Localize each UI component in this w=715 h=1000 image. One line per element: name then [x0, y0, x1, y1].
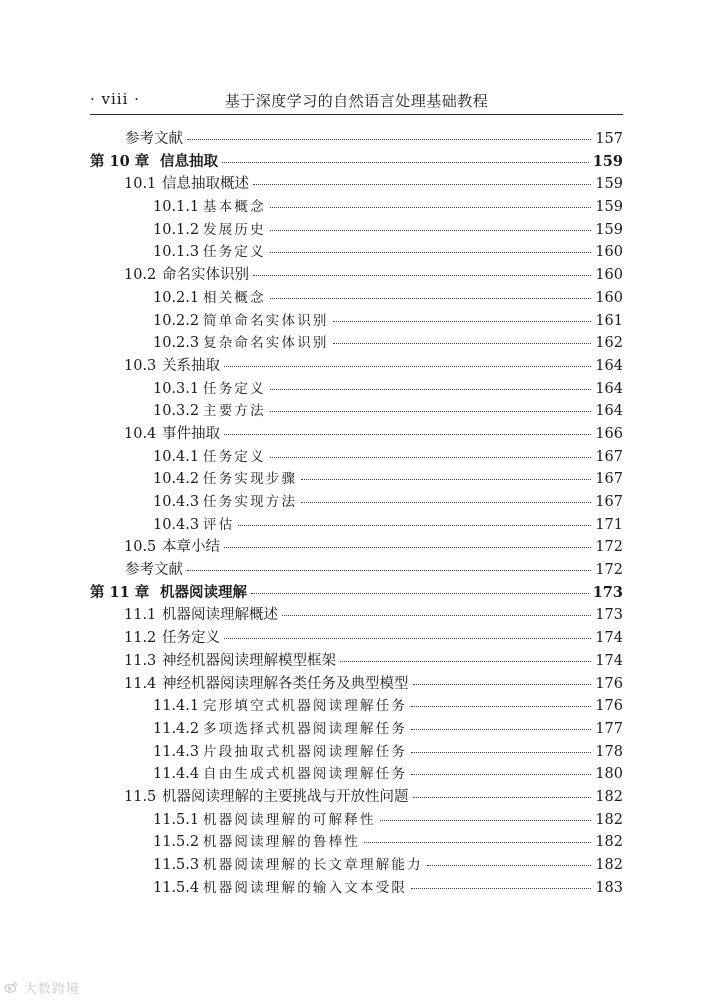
- toc-entry-page: 174: [595, 652, 623, 669]
- dot-leader: [187, 560, 591, 571]
- toc-entry-page: 182: [595, 788, 623, 805]
- dot-leader: [251, 583, 589, 594]
- dot-leader: [270, 401, 592, 412]
- toc-entry: [90, 331, 623, 354]
- toc-entry: [90, 445, 623, 468]
- toc-entry: [90, 127, 623, 150]
- toc-entry: [90, 808, 623, 831]
- toc-entry-title: 相关概念: [203, 289, 266, 306]
- toc-entry-number: 10.3: [124, 357, 157, 374]
- toc-entry: [90, 830, 623, 853]
- toc-entry-page: 173: [592, 583, 623, 601]
- toc-entry-number: 11.5: [124, 788, 157, 805]
- dot-leader: [411, 719, 591, 730]
- toc-entry-number: 11.5.4: [153, 879, 200, 896]
- toc-entry-title: 神经机器阅读理解模型框架: [162, 652, 336, 669]
- toc-entry-title: 基本概念: [203, 199, 266, 216]
- dot-leader: [187, 129, 591, 140]
- toc-entry-page: 182: [595, 834, 623, 851]
- watermark-text: 大数跨境: [24, 981, 81, 997]
- toc-entry-page: 160: [595, 244, 623, 261]
- toc-entry-title: 发展历史: [203, 221, 266, 238]
- toc-entry: [90, 263, 623, 286]
- toc-entry-page: 159: [595, 221, 623, 238]
- toc-entry-title: 关系抽取: [162, 357, 220, 374]
- toc-entry-page: 180: [595, 766, 623, 783]
- toc-entry: [90, 762, 623, 785]
- toc-entry-page: 182: [595, 811, 623, 828]
- page-header: [90, 90, 623, 112]
- toc-entry-page: 173: [595, 607, 623, 624]
- toc-entry-number: 10.4.2: [153, 471, 200, 488]
- dot-leader: [364, 832, 591, 843]
- page-number: · viii ·: [90, 90, 140, 108]
- toc-entry-number: 10.4.1: [153, 448, 200, 465]
- toc-entry: [90, 150, 623, 173]
- toc-entry: [90, 354, 623, 377]
- toc-entry: [90, 649, 623, 672]
- toc-entry: [90, 172, 623, 195]
- toc-entry: [90, 853, 623, 876]
- toc-entry-page: 183: [595, 879, 623, 896]
- toc-entry-number: 11.2: [124, 630, 157, 647]
- toc-entry-number: 10.1.2: [153, 221, 200, 238]
- toc-entry-number: 10.4.3: [153, 516, 200, 533]
- toc-entry: [90, 399, 623, 422]
- toc-entry-number: 10.2.2: [153, 312, 200, 329]
- toc-entry-number: 10.5: [124, 539, 157, 556]
- toc-entry-title: 任务定义: [203, 448, 266, 465]
- dot-leader: [380, 810, 592, 821]
- toc-entry-page: 178: [595, 743, 623, 760]
- toc-entry-title: 任务定义: [162, 630, 220, 647]
- toc-entry-page: 160: [595, 289, 623, 306]
- toc-entry: [90, 581, 623, 604]
- toc-entry-title: 机器阅读理解的输入文本受限: [203, 879, 408, 896]
- toc-entry-title: 本章小结: [162, 539, 220, 556]
- toc-entry-number: 第 10 章: [90, 152, 150, 170]
- toc-entry-title: 神经机器阅读理解各类任务及典型模型: [162, 675, 409, 692]
- toc-entry: [90, 694, 623, 717]
- dot-leader: [333, 311, 592, 322]
- toc-entry-number: 10.2.3: [153, 335, 200, 352]
- toc-entry-title: 完形填空式机器阅读理解任务: [203, 698, 408, 715]
- dot-leader: [333, 333, 592, 344]
- dot-leader: [427, 855, 592, 866]
- toc-entry-number: 第 11 章: [90, 583, 150, 601]
- toc-entry-number: 11.4.1: [153, 698, 200, 715]
- toc-entry: [90, 785, 623, 808]
- toc-entry-number: 11.4.4: [153, 766, 200, 783]
- toc-entry-page: 167: [595, 494, 623, 510]
- dot-leader: [270, 197, 592, 208]
- toc-entry-page: 176: [595, 698, 623, 715]
- table-of-contents: [90, 127, 623, 898]
- toc-entry-title: 机器阅读理解的可解释性: [203, 811, 376, 828]
- toc-entry-page: 159: [595, 199, 623, 216]
- toc-entry-page: 171: [595, 516, 623, 533]
- toc-entry: [90, 558, 623, 581]
- toc-entry: [90, 309, 623, 332]
- toc-entry-number: 11.4.3: [153, 743, 200, 760]
- toc-entry-title: 多项选择式机器阅读理解任务: [203, 720, 408, 737]
- dot-leader: [282, 605, 591, 616]
- toc-entry-title: 机器阅读理解概述: [162, 607, 278, 624]
- toc-entry-title: 命名实体识别: [162, 267, 249, 284]
- toc-entry-number: 11.5.3: [153, 857, 200, 873]
- toc-entry-title: 参考文献: [125, 131, 183, 147]
- dot-leader: [270, 220, 592, 231]
- toc-entry-title: 机器阅读理解: [160, 583, 247, 601]
- toc-entry-title: 主要方法: [203, 403, 266, 420]
- dot-leader: [340, 651, 591, 662]
- toc-entry-title: 事件抽取: [162, 425, 220, 442]
- toc-entry-number: 10.3.1: [153, 380, 200, 397]
- toc-entry-number: 11.5.2: [153, 834, 200, 851]
- toc-entry-page: 159: [595, 176, 623, 193]
- toc-entry-number: 10.1.1: [153, 199, 200, 216]
- dot-leader: [270, 242, 592, 253]
- toc-entry: [90, 717, 623, 740]
- toc-entry-page: 157: [595, 131, 623, 147]
- toc-entry-number: 10.4: [124, 425, 157, 442]
- dot-leader: [238, 515, 591, 526]
- toc-entry: [90, 240, 623, 263]
- toc-entry-page: 174: [595, 630, 623, 647]
- toc-entry-title: 简单命名实体识别: [203, 312, 329, 329]
- dot-leader: [224, 628, 591, 639]
- toc-entry-number: 11.3: [124, 652, 157, 669]
- toc-entry: [90, 672, 623, 695]
- toc-entry-page: 176: [595, 675, 623, 692]
- toc-entry-page: 167: [595, 471, 623, 488]
- toc-entry: [90, 422, 623, 445]
- toc-entry-number: 11.4.2: [153, 720, 200, 737]
- toc-entry-title: 机器阅读理解的长文章理解能力: [203, 857, 423, 873]
- toc-entry-title: 机器阅读理解的鲁棒性: [203, 834, 360, 851]
- toc-entry-page: 167: [595, 448, 623, 465]
- toc-entry: [90, 490, 623, 513]
- dot-leader: [253, 174, 591, 185]
- toc-entry-title: 任务定义: [203, 244, 266, 261]
- toc-entry-number: 10.3.2: [153, 403, 200, 420]
- toc-entry-page: 161: [595, 312, 623, 329]
- toc-entry-page: 166: [595, 425, 623, 442]
- dot-leader: [253, 265, 591, 276]
- toc-entry-title: 参考文献: [125, 562, 183, 579]
- weibo-icon: [4, 980, 18, 994]
- dot-leader: [413, 674, 592, 685]
- dot-leader: [411, 696, 591, 707]
- toc-entry-number: 11.5.1: [153, 811, 200, 828]
- dot-leader: [270, 288, 592, 299]
- dot-leader: [270, 447, 592, 458]
- toc-entry: [90, 876, 623, 899]
- toc-entry-number: 10.1.3: [153, 244, 200, 261]
- toc-entry-title: 复杂命名实体识别: [203, 335, 329, 352]
- toc-entry-page: 159: [592, 152, 623, 170]
- toc-entry-page: 164: [595, 357, 623, 374]
- dot-leader: [222, 152, 589, 163]
- toc-entry-number: 10.1: [124, 176, 157, 193]
- toc-entry-title: 机器阅读理解的主要挑战与开放性问题: [162, 788, 409, 805]
- dot-leader: [224, 356, 591, 367]
- toc-entry-title: 自由生成式机器阅读理解任务: [203, 766, 408, 783]
- dot-leader: [301, 469, 591, 480]
- toc-entry: [90, 626, 623, 649]
- watermark: [4, 978, 80, 996]
- toc-entry-number: 11.4: [124, 675, 157, 692]
- toc-entry-page: 177: [595, 720, 623, 737]
- dot-leader: [411, 742, 591, 753]
- toc-entry-number: 10.2: [124, 267, 157, 284]
- toc-entry-title: 信息抽取: [160, 152, 218, 170]
- toc-entry: [90, 513, 623, 536]
- toc-entry: [90, 286, 623, 309]
- header-divider: [90, 114, 623, 115]
- toc-entry-title: 任务定义: [203, 380, 266, 397]
- toc-entry-number: 10.4.3: [153, 494, 200, 510]
- toc-entry-number: 11.1: [124, 607, 157, 624]
- toc-entry-page: 164: [595, 380, 623, 397]
- toc-entry-page: 172: [595, 562, 623, 579]
- toc-entry-title: 任务实现步骤: [203, 471, 298, 488]
- toc-entry: [90, 535, 623, 558]
- dot-leader: [411, 764, 591, 775]
- dot-leader: [270, 379, 592, 390]
- dot-leader: [411, 878, 591, 889]
- toc-entry-page: 160: [595, 267, 623, 284]
- toc-entry-title: 任务实现方法: [203, 494, 298, 510]
- dot-leader: [413, 787, 592, 798]
- toc-entry-title: 评估: [203, 516, 235, 533]
- dot-leader: [224, 424, 591, 435]
- toc-entry: [90, 195, 623, 218]
- toc-entry-page: 182: [595, 857, 623, 873]
- toc-entry-page: 162: [595, 335, 623, 352]
- toc-entry: [90, 467, 623, 490]
- toc-entry-page: 172: [595, 539, 623, 556]
- dot-leader: [301, 492, 591, 503]
- toc-entry: [90, 377, 623, 400]
- book-title: 基于深度学习的自然语言处理基础教程: [224, 92, 489, 110]
- toc-entry: [90, 603, 623, 626]
- dot-leader: [224, 537, 591, 548]
- toc-entry: [90, 740, 623, 763]
- toc-entry-page: 164: [595, 403, 623, 420]
- toc-entry-title: 片段抽取式机器阅读理解任务: [203, 743, 408, 760]
- toc-entry: [90, 218, 623, 241]
- toc-entry-number: 10.2.1: [153, 289, 200, 306]
- toc-entry-title: 信息抽取概述: [162, 176, 249, 193]
